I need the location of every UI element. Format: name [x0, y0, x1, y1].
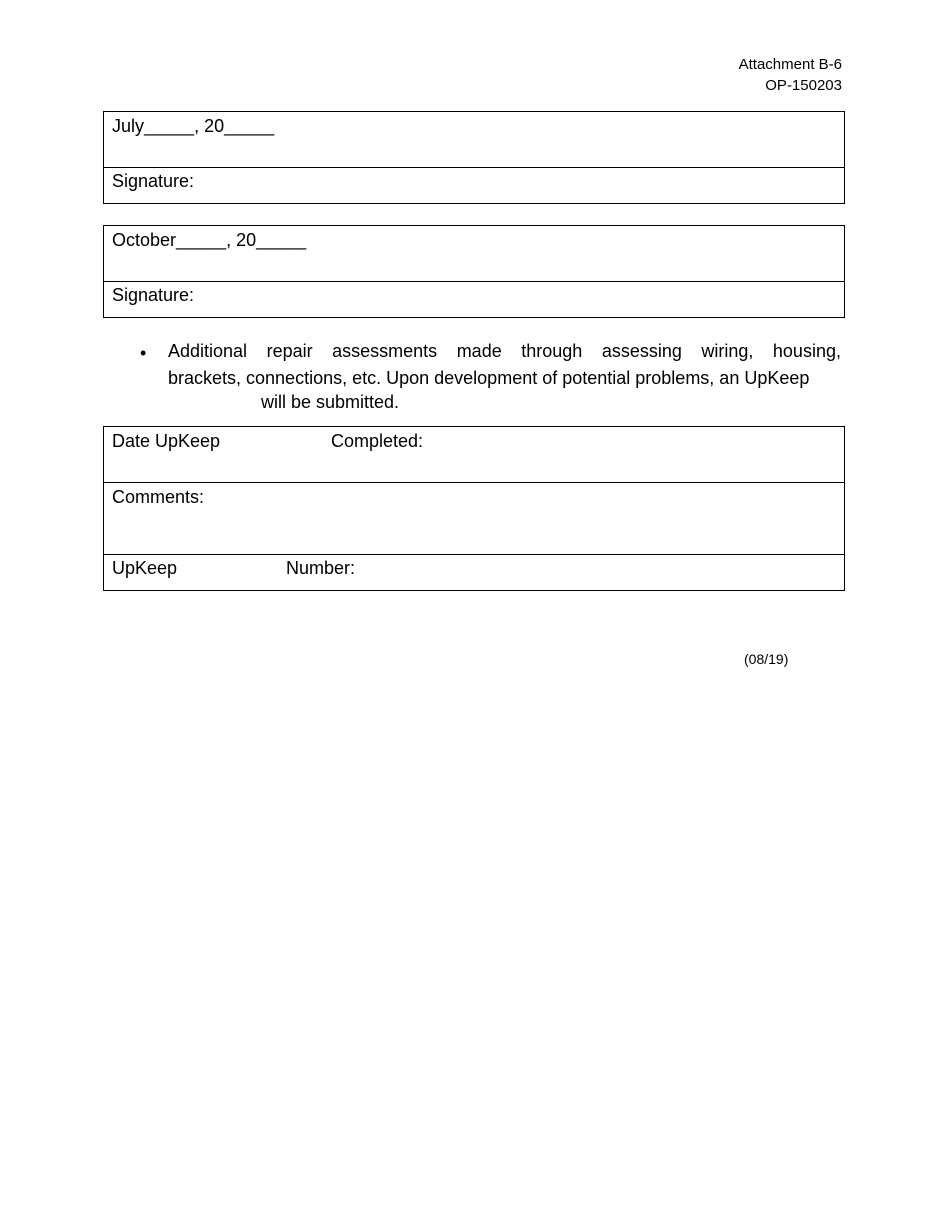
bullet-word: assessments [332, 341, 438, 361]
document-header [739, 54, 842, 96]
bullet-word: housing, [772, 341, 841, 361]
october-date-field[interactable]: October_____, 20_____ [112, 230, 307, 250]
bullet-word: Additional [168, 341, 248, 361]
upkeep-form-box [103, 426, 845, 591]
upkeep-label: UpKeep [112, 558, 178, 578]
bullet-line-3: will be submitted. [261, 392, 400, 412]
attachment-label: Attachment B-6 [738, 56, 842, 73]
bullet-line-1 [168, 340, 841, 362]
bullet-word: made [456, 341, 502, 361]
bullet-word: assessing [601, 341, 682, 361]
bullet-word: through [521, 341, 583, 361]
bullet-icon: • [140, 343, 147, 363]
comments-label: Comments: [112, 487, 205, 507]
bullet-word: repair [266, 341, 313, 361]
number-label: Number: [286, 558, 356, 578]
july-form-box [103, 111, 845, 204]
date-upkeep-row [104, 427, 844, 482]
july-date-row [104, 112, 844, 167]
comments-row [104, 482, 844, 554]
upkeep-number-row [104, 554, 844, 590]
bullet-line-2: brackets, connections, etc. Upon development of potential problems, an UpKeep [168, 368, 810, 388]
october-signature-row [104, 281, 844, 317]
july-date-field[interactable]: July_____, 20_____ [112, 116, 275, 136]
july-signature-row [104, 167, 844, 203]
completed-label: Completed: [331, 431, 424, 451]
document-number: OP-150203 [765, 77, 842, 94]
october-date-row [104, 226, 844, 281]
july-signature-label: Signature: [112, 171, 195, 191]
bullet-word: wiring, [701, 341, 754, 361]
october-form-box [103, 225, 845, 318]
october-signature-label: Signature: [112, 285, 195, 305]
revision-date: (08/19) [744, 651, 789, 667]
date-upkeep-label: Date UpKeep [112, 431, 221, 451]
